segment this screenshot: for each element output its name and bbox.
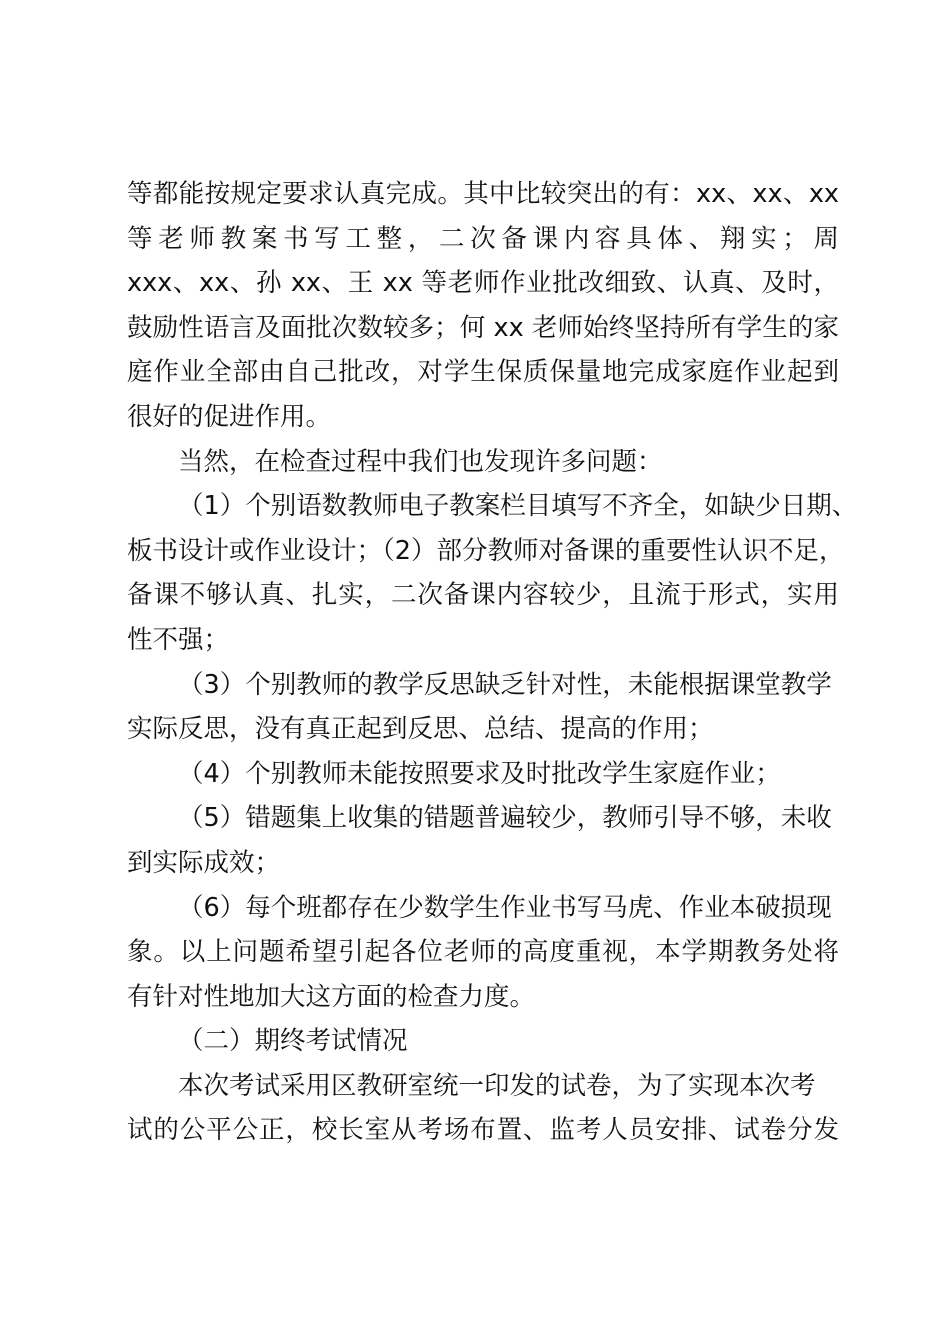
text-line: 象。以上问题希望引起各位老师的高度重视，本学期教务处将	[127, 937, 839, 968]
text-line: 到实际成效；	[127, 847, 281, 878]
text-line: 当然，在检查过程中我们也发现许多问题：	[178, 446, 663, 477]
document-body	[127, 172, 858, 1153]
text-line: 实际反思，没有真正起到反思、总结、提高的作用；	[127, 714, 714, 745]
text-line: 等老师教案书写工整，二次备课内容具体、翔实；周	[127, 223, 839, 254]
text-line: 试的公平公正，校长室从考场布置、监考人员安排、试卷分发	[127, 1115, 839, 1146]
text-line: 备课不够认真、扎实，二次备课内容较少，且流于形式，实用	[127, 580, 839, 611]
text-line: （3）个别教师的教学反思缺乏针对性，未能根据课堂教学	[178, 669, 832, 700]
text-line: 板书设计或作业设计；（2）部分教师对备课的重要性认识不足，	[127, 535, 845, 566]
text-line: （4）个别教师未能按照要求及时批改学生家庭作业；	[178, 758, 781, 789]
text-line: xxx、xx、孙 xx、王 xx 等老师作业批改细致、认真、及时，	[127, 268, 839, 299]
text-line: 性不强；	[127, 624, 230, 655]
text-line: （6）每个班都存在少数学生作业书写马虎、作业本破损现	[178, 892, 832, 923]
text-line: （1）个别语数教师电子教案栏目填写不齐全，如缺少日期、	[178, 491, 858, 522]
text-line: 庭作业全部由自己批改，对学生保质保量地完成家庭作业起到	[127, 357, 839, 388]
text-line: 本次考试采用区教研室统一印发的试卷，为了实现本次考	[178, 1070, 816, 1101]
text-line: 鼓励性语言及面批次数较多；何 xx 老师始终坚持所有学生的家	[127, 312, 839, 343]
text-line: （5）错题集上收集的错题普遍较少，教师引导不够，未收	[178, 803, 832, 834]
section-heading: （二）期终考试情况	[178, 1026, 408, 1057]
text-line: 等都能按规定要求认真完成。其中比较突出的有：xx、xx、xx	[127, 179, 839, 209]
text-line: 有针对性地加大这方面的检查力度。	[127, 981, 536, 1012]
text-line: 很好的促进作用。	[127, 401, 332, 432]
